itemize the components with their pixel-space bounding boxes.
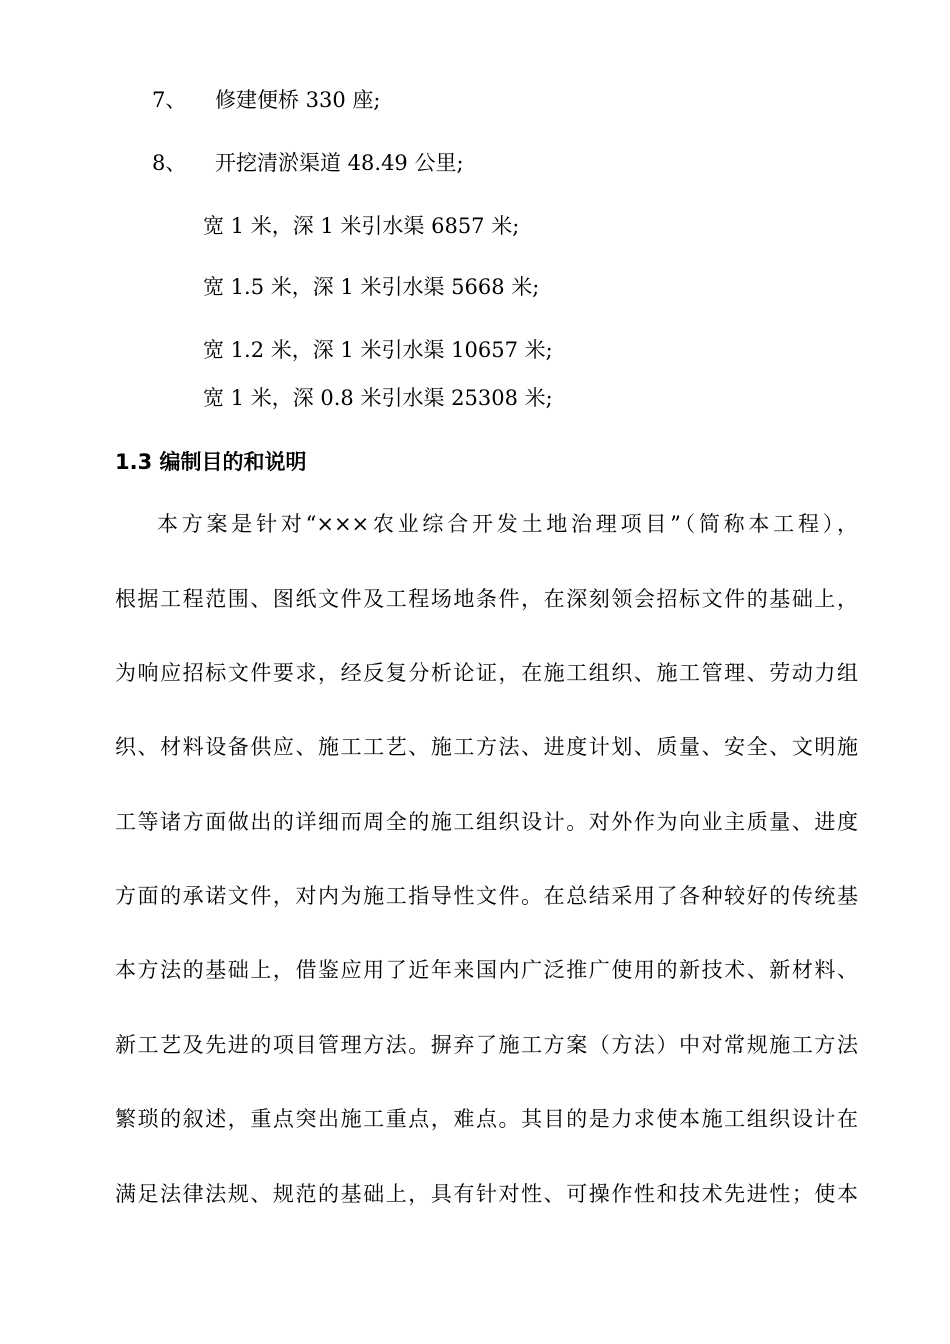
sub-item: 宽 1.2 米，深 1 米引水渠 10657 米; <box>203 338 553 362</box>
paragraph-line: 根据工程范围、图纸文件及工程场地条件，在深刻领会招标文件的基础上， <box>115 587 858 611</box>
paragraph-line: 繁琐的叙述，重点突出施工重点，难点。其目的是力求使本施工组织设计在 <box>115 1107 858 1131</box>
paragraph-line: 方面的承诺文件，对内为施工指导性文件。在总结采用了各种较好的传统基 <box>115 884 858 908</box>
paragraph-line: 满足法律法规、规范的基础上，具有针对性、可操作性和技术先进性；使本 <box>115 1182 858 1206</box>
list-item-text: 开挖清淤渠道 48.49 公里; <box>215 151 464 175</box>
list-item-number: 8、 <box>152 151 187 175</box>
section-heading: 1.3 编制目的和说明 <box>115 450 307 474</box>
sub-item: 宽 1 米，深 1 米引水渠 6857 米; <box>203 214 520 238</box>
list-item-number: 7、 <box>152 88 187 112</box>
paragraph-line: 织、材料设备供应、施工工艺、施工方法、进度计划、质量、安全、文明施 <box>115 735 858 759</box>
list-item-text: 修建便桥 330 座; <box>215 88 381 112</box>
paragraph-line: 本方案是针对“×××农业综合开发土地治理项目”（简称本工程）， <box>157 512 858 536</box>
paragraph-line: 为响应招标文件要求，经反复分析论证，在施工组织、施工管理、劳动力组 <box>115 661 858 685</box>
paragraph-line: 本方法的基础上，借鉴应用了近年来国内广泛推广使用的新技术、新材料、 <box>115 958 858 982</box>
sub-item: 宽 1 米，深 0.8 米引水渠 25308 米; <box>203 386 553 410</box>
paragraph-line: 新工艺及先进的项目管理方法。摒弃了施工方案（方法）中对常规施工方法 <box>115 1033 858 1057</box>
paragraph-line: 工等诸方面做出的详细而周全的施工组织设计。对外作为向业主质量、进度 <box>115 810 858 834</box>
sub-item: 宽 1.5 米，深 1 米引水渠 5668 米; <box>203 275 540 299</box>
